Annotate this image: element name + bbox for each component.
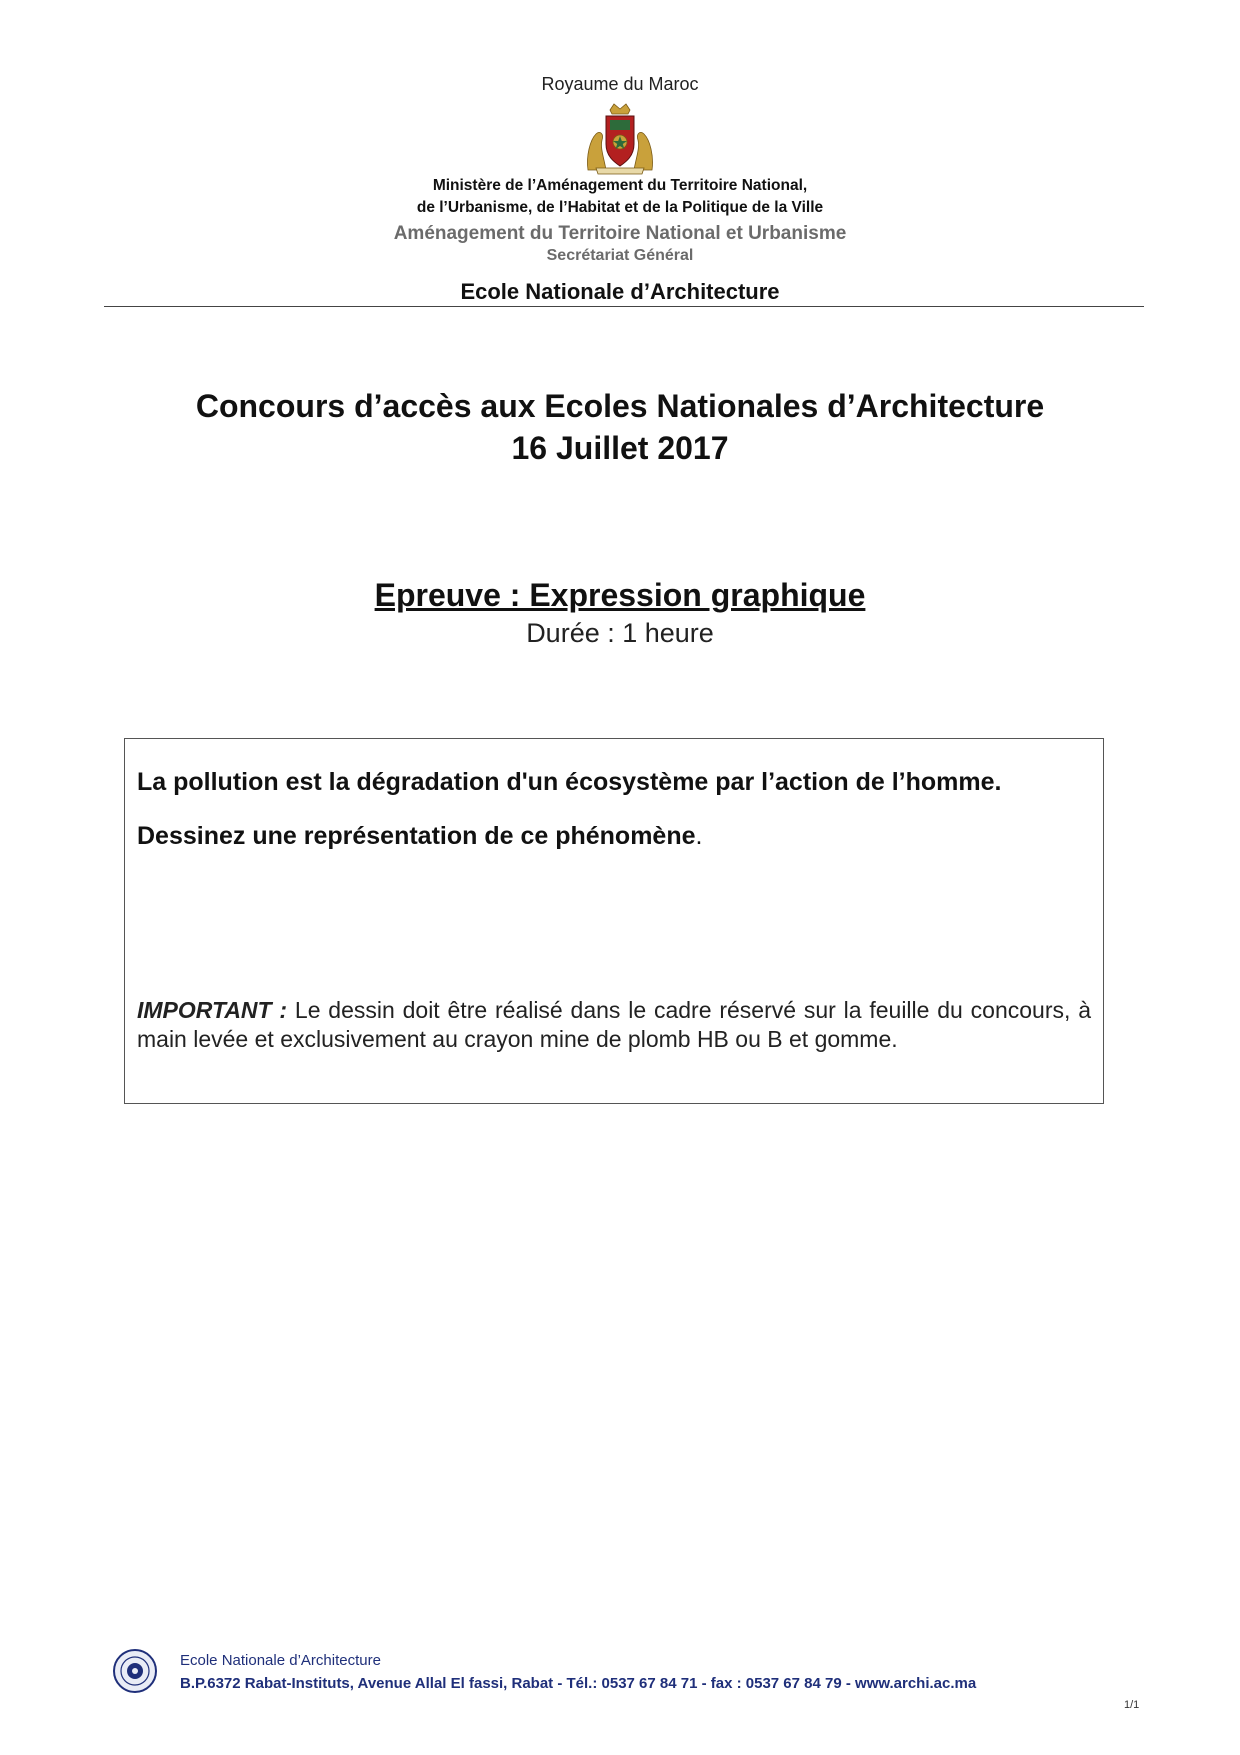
prompt-instruction [137, 819, 1091, 853]
important-label: IMPORTANT : [137, 997, 288, 1023]
coat-of-arms-icon [582, 100, 658, 176]
prompt-statement: La pollution est la dégradation d'un écosystème par l’action de l’homme. [137, 768, 1002, 796]
exam-subject: Epreuve : Expression graphique [374, 577, 866, 613]
ministry-name [0, 175, 1240, 219]
ministry-line-1: Ministère de l’Aménagement du Territoire National, [432, 177, 808, 194]
prompt-instruction-text: Dessinez une représentation de ce phénomène [137, 822, 696, 850]
footer-school-name: Ecole Nationale d’Architecture [180, 1652, 381, 1669]
exam-duration: Durée : 1 heure [526, 618, 714, 648]
exam-title [0, 385, 1240, 469]
school-name: Ecole Nationale d’Architecture [460, 279, 780, 304]
department-name: Aménagement du Territoire National et Urbanisme [393, 223, 847, 244]
kingdom-label: Royaume du Maroc [541, 74, 699, 94]
page-number: 1/1 [1124, 1699, 1140, 1711]
footer-address: B.P.6372 Rabat-Instituts, Avenue Allal El fassi, Rabat - Tél.: 0537 67 84 71 - fax : 0537 67 84 79 - www.archi.ac.ma [180, 1675, 977, 1692]
secretariat-label: Secrétariat Général [546, 247, 694, 264]
important-text: Le dessin doit être réalisé dans le cadre réservé sur la feuille du concours, à main levée et exclusivement au crayon mine de plomb HB ou B et gomme. [137, 997, 1091, 1052]
exam-title-line-1: Concours d’accès aux Ecoles Nationales d’Architecture [195, 388, 1045, 424]
exam-date: 16 Juillet 2017 [511, 430, 729, 466]
prompt-box [124, 738, 1104, 1104]
header-divider [104, 306, 1144, 307]
ministry-line-2: de l’Urbanisme, de l’Habitat et de la Politique de la Ville [416, 199, 824, 216]
school-seal-icon [112, 1648, 158, 1694]
important-note [137, 996, 1091, 1054]
prompt-instruction-end: . [695, 822, 703, 850]
